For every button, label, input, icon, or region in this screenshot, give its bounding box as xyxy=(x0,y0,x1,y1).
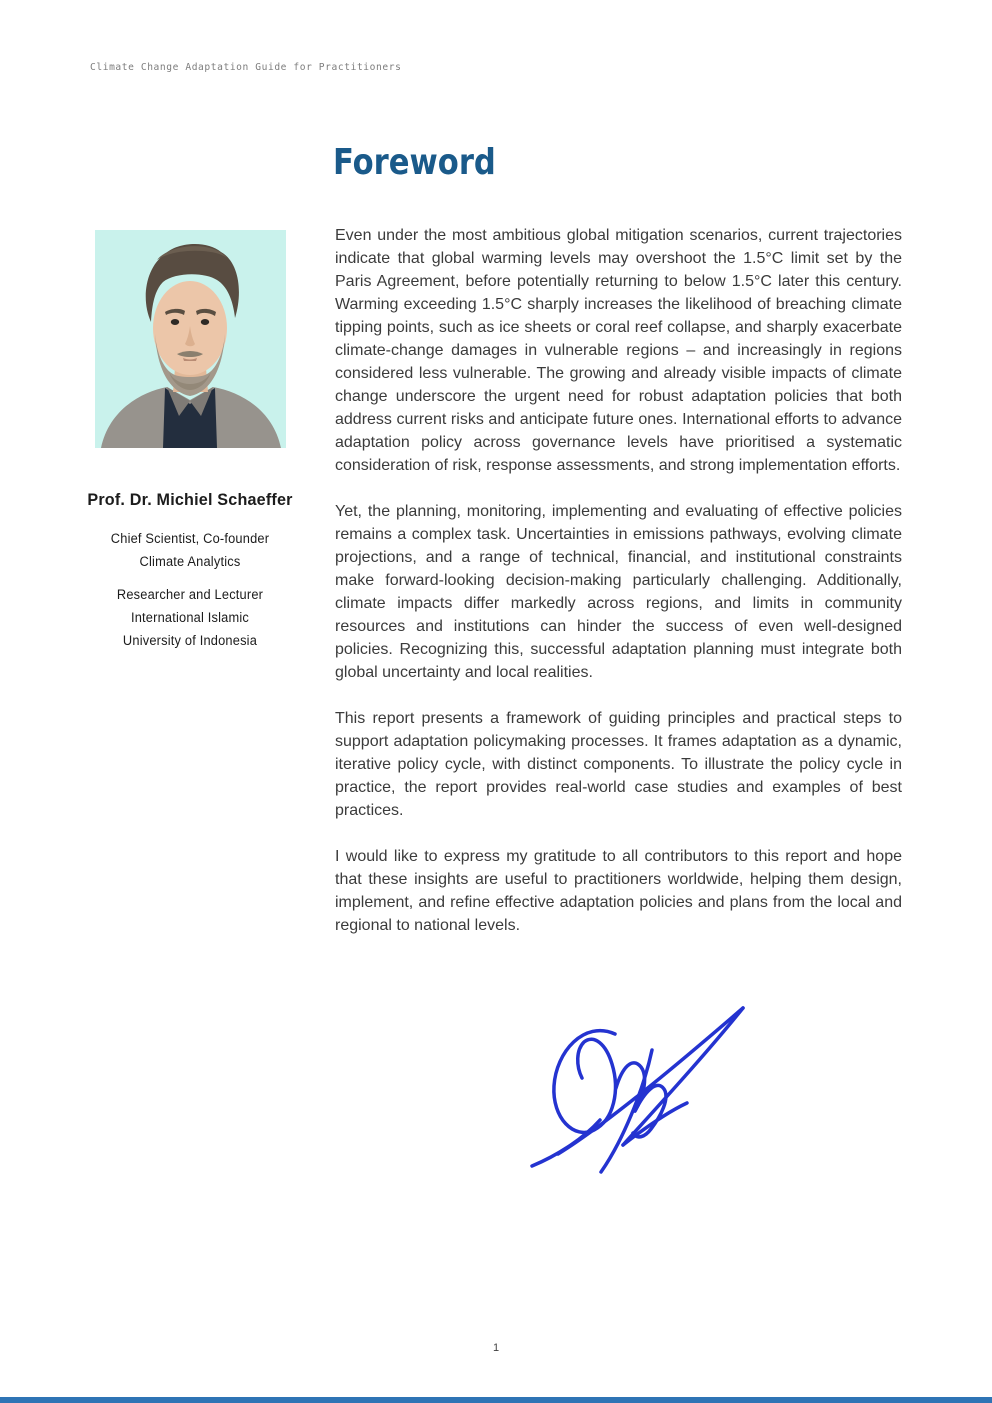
page-title: Foreword xyxy=(333,142,496,183)
paragraph: This report presents a framework of guiding principles and practical steps to support adaptation policymaking processes. It frames adaptation as a dynamic, iterative policy cycle, with distinct components. To illustrate the policy cycle in practice, the report provides real-world case studies and examples of best practices. xyxy=(335,710,902,819)
author-role-line: Chief Scientist, Co-founder xyxy=(110,531,270,546)
author-role-group xyxy=(38,527,342,573)
paragraph: Even under the most ambitious global mitigation scenarios, current trajectories indicate that global warming levels may overshoot the 1.5°C limit set by the Paris Agreement, before potentially returning to below 1.5°C later this century. Warming exceeding 1.5°C sharply increases the likelihood of breaching climate tipping points, such as ice sheets or coral reef collapse, and sharply exacerbate climate-change damages in vulnerable regions – and increasingly in regions considered less vulnerable. The growing and already visible impacts of climate change underscore the urgent need for robust adaptation policies that both address current risks and anticipate future ones. International efforts to advance adaptation policy across governance levels have prioritised a systematic consideration of risk, response assessments, and strong implementation efforts. xyxy=(335,227,902,474)
document-header-title: Climate Change Adaptation Guide for Practitioners xyxy=(90,62,402,73)
author-info xyxy=(38,490,342,662)
author-role-group xyxy=(38,583,342,652)
author-role-line: International Islamic xyxy=(130,610,250,625)
author-photo xyxy=(95,230,286,448)
author-role-line: Climate Analytics xyxy=(139,554,241,569)
page-number: 1 xyxy=(492,1342,500,1354)
author-role-line: University of Indonesia xyxy=(122,633,258,648)
author-role-line: Researcher and Lecturer xyxy=(116,587,264,602)
paragraph: I would like to express my gratitude to all contributors to this report and hope that these insights are useful to practitioners worldwide, helping them design, implement, and refine effective adaptation policies and plans from the local and regional to national levels. xyxy=(335,848,902,934)
signature-image xyxy=(500,992,790,1177)
footer-accent-bar xyxy=(0,1397,992,1403)
paragraph: Yet, the planning, monitoring, implementing and evaluating of effective policies remains a complex task. Uncertainties in emissions pathways, evolving climate projections, and a range of technical, financial, and institutional constraints make forward-looking decision-making particularly challenging. Additionally, climate impacts differ markedly across regions, and limits in community resources and institutions can hinder the success of even well-designed policies. Recognizing this, successful adaptation planning must integrate both global uncertainty and local realities. xyxy=(335,503,902,681)
author-name: Prof. Dr. Michiel Schaeffer xyxy=(87,490,293,509)
portrait-illustration xyxy=(95,230,286,448)
foreword-body xyxy=(335,224,902,960)
